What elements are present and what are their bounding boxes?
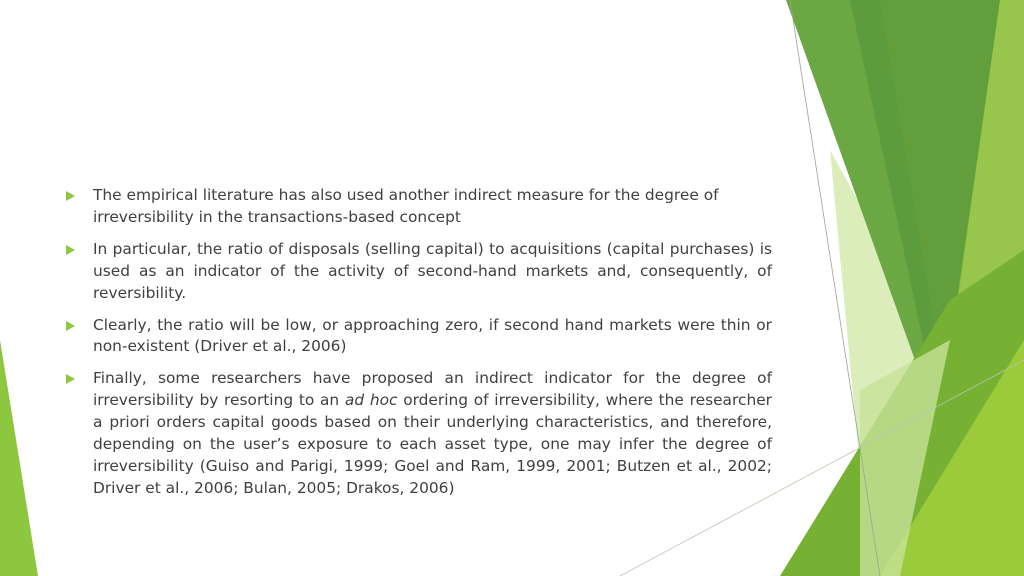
bullet-text-end: ordering of irreversibility, where the researcher a priori orders capital goods based on their underlying characteristics, and therefore, depending on the user’s exposure to each asset type, one may infer the degree of irreversibility (Guiso and Parigi, 1999; Goel and Ram, 1999, 2001; Butzen et al., 2002; Driver et al., 2006; Bulan, 2005; Drakos, 2006) xyxy=(93,391,772,497)
triangle-bullet-icon xyxy=(66,321,75,331)
bullet-item xyxy=(66,368,772,499)
bullet-text: In particular, the ratio of disposals (selling capital) to acquisitions (capital purchases) is used as an indicator of the activity of second-hand markets and, consequently, of reversibility. xyxy=(93,239,772,302)
triangle-bullet-icon xyxy=(66,191,75,201)
bullet-item xyxy=(66,315,772,359)
bullet-text: Clearly, the ratio will be low, or approaching zero, if second hand markets were thin or non-existent (Driver et al., 2006) xyxy=(93,315,772,356)
triangle-bullet-icon xyxy=(66,245,75,255)
bullet-text: The empirical literature has also used another indirect measure for the degree of irreversibility in the transactions-based concept xyxy=(93,186,719,226)
left-green-shape xyxy=(0,340,38,576)
bullet-item xyxy=(66,185,772,229)
bullet-text-start: Finally, some researchers have proposed an indirect indicator for the degree of irreversibility by resorting to an xyxy=(93,369,772,410)
triangle-bullet-icon xyxy=(66,374,75,384)
bullet-text-italic: ad hoc xyxy=(344,391,398,410)
bullet-list xyxy=(66,185,772,510)
bullet-item xyxy=(66,239,772,305)
